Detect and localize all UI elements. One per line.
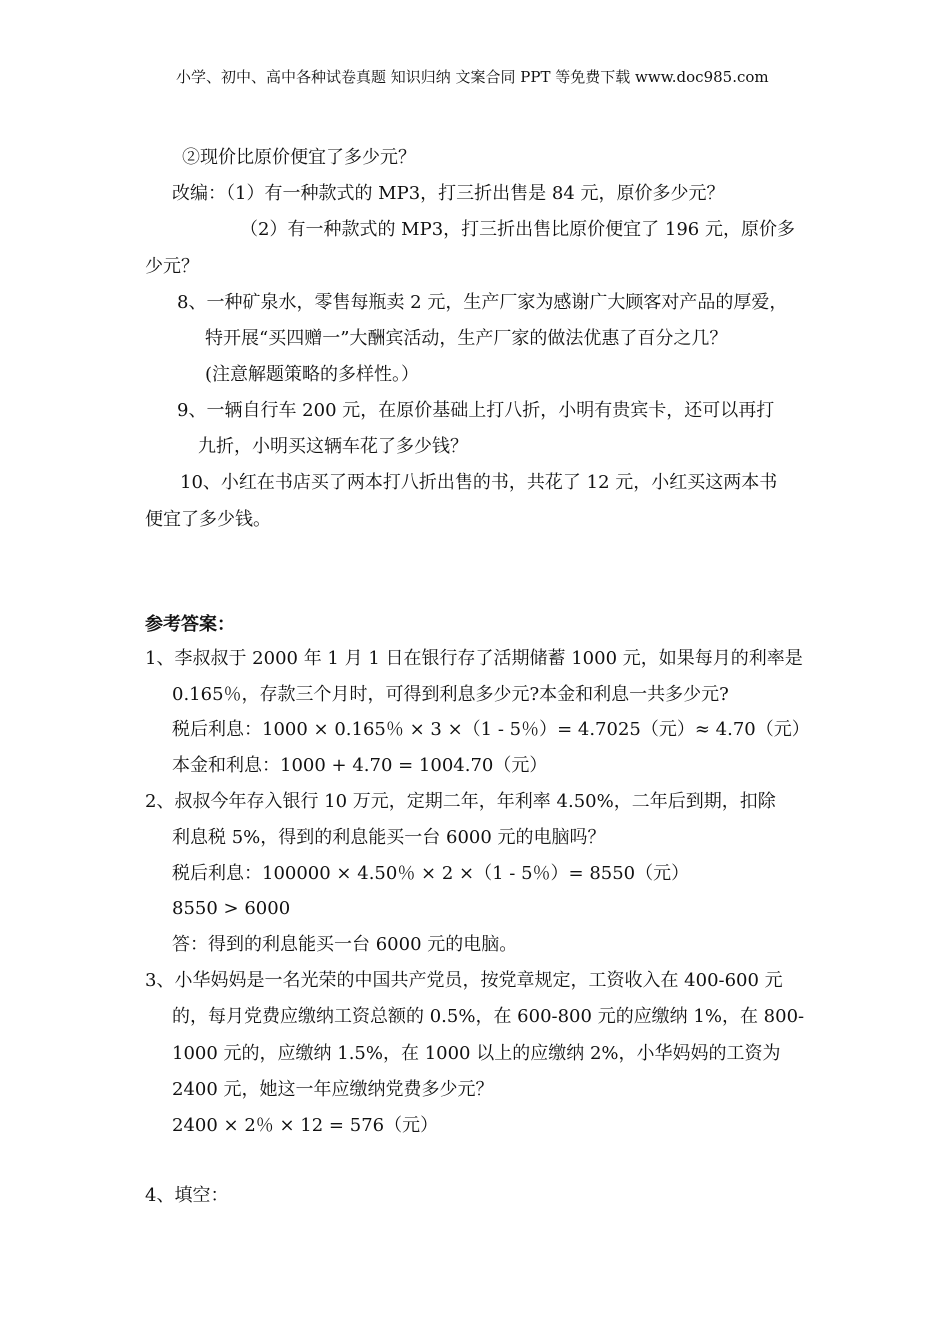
answer3-q-line3: 1000 元的，应缴纳 1.5%，在 1000 以上的应缴纳 2%，小华妈妈的工资为 xyxy=(172,1043,781,1064)
q9-line1: 9、一辆自行车 200 元，在原价基础上打八折，小明有贵宾卡，还可以再打 xyxy=(177,400,775,421)
answer1-q-line1: 1、李叔叔于 2000 年 1 月 1 日在银行存了活期储蓄 1000 元，如果每月的利率是 xyxy=(145,648,803,669)
adapt-2-line1: （2）有一种款式的 MP3，打三折出售比原价便宜了 196 元，原价多 xyxy=(240,219,795,240)
answer2-step1: 税后利息：100000 × 4.50％ × 2 ×（1 - 5％）= 8550（元） xyxy=(172,863,690,884)
page-header: 小学、初中、高中各种试卷真题 知识归纳 文案合同 PPT 等免费下载 www.doc985.com xyxy=(176,68,769,86)
answer4-fill-blank: 4、填空： xyxy=(145,1185,229,1206)
adapt-1: 改编：（1）有一种款式的 MP3，打三折出售是 84 元，原价多少元？ xyxy=(172,183,725,204)
answer1-step1: 税后利息：1000 × 0.165％ × 3 ×（1 - 5％）= 4.7025（元）≈ 4.70（元） xyxy=(172,719,810,740)
q9-line2: 九折，小明买这辆车花了多少钱？ xyxy=(198,436,468,457)
answer3-q-line1: 3、小华妈妈是一名光荣的中国共产党员，按党章规定，工资收入在 400-600 元 xyxy=(145,970,783,991)
answer2-q-line2: 利息税 5%，得到的利息能买一台 6000 元的电脑吗？ xyxy=(172,827,606,848)
q10-line1: 10、小红在书店买了两本打八折出售的书，共花了 12 元，小红买这两本书 xyxy=(180,472,778,493)
answer2-q-line1: 2、叔叔今年存入银行 10 万元，定期二年，年利率 4.50%，二年后到期，扣除 xyxy=(145,791,776,812)
q7-part2: ②现价比原价便宜了多少元？ xyxy=(182,147,416,168)
answer3-q-line2: 的，每月党费应缴纳工资总额的 0.5%，在 600-800 元的应缴纳 1%，在 800- xyxy=(172,1006,805,1027)
q10-line2: 便宜了多少钱。 xyxy=(145,509,271,530)
answers-title: 参考答案： xyxy=(145,614,235,635)
q8-line1: 8、一种矿泉水，零售每瓶卖 2 元，生产厂家为感谢广大顾客对产品的厚爱， xyxy=(177,292,788,313)
adapt-2-line2: 少元？ xyxy=(145,256,199,277)
answer1-step2: 本金和利息：1000 + 4.70 = 1004.70（元） xyxy=(172,755,548,776)
answer2-conclusion: 答：得到的利息能买一台 6000 元的电脑。 xyxy=(172,934,518,955)
answer3-q-line4: 2400 元，她这一年应缴纳党费多少元？ xyxy=(172,1079,494,1100)
q8-line3: (注意解题策略的多样性。） xyxy=(205,364,420,385)
answer2-step2: 8550 > 6000 xyxy=(172,898,291,919)
answer1-q-line2: 0.165％，存款三个月时，可得到利息多少元?本金和利息一共多少元? xyxy=(172,684,729,705)
answer3-step1: 2400 × 2％ × 12 = 576（元） xyxy=(172,1115,439,1136)
q8-line2: 特开展“买四赠一”大酬宾活动，生产厂家的做法优惠了百分之几？ xyxy=(205,328,728,349)
